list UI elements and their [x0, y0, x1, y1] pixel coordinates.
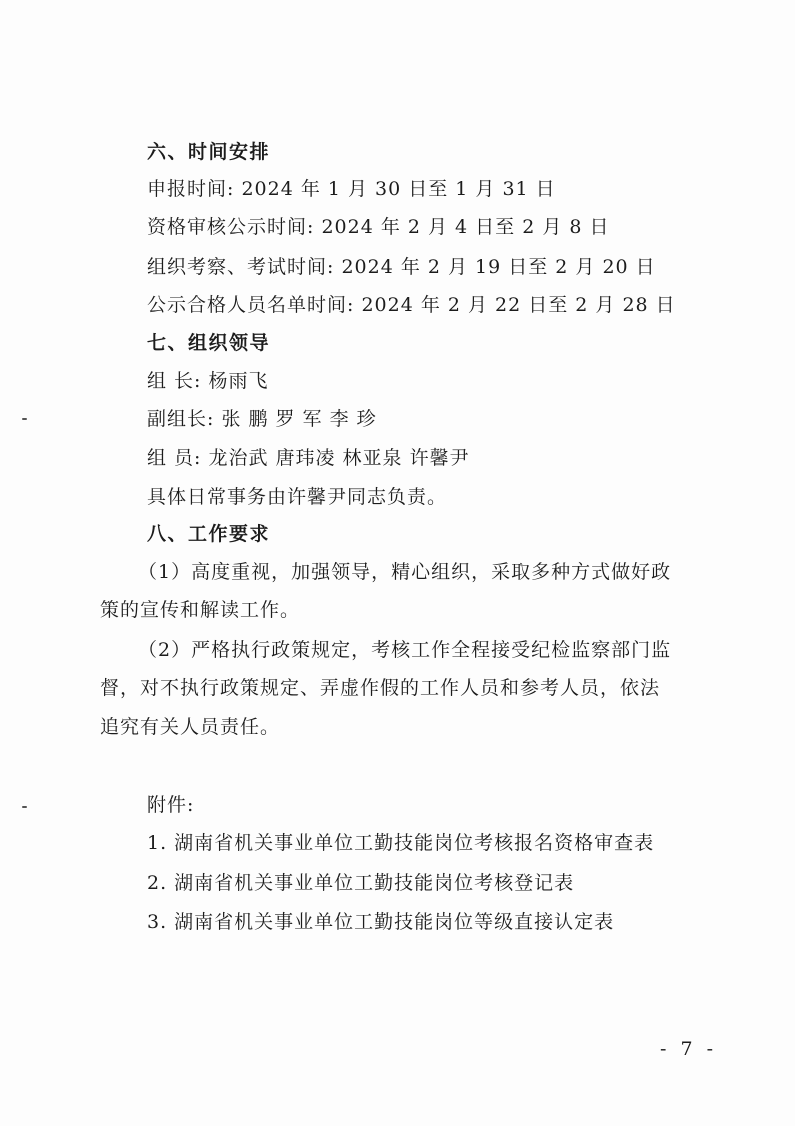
attachment-item-1: 1. 湖南省机关事业单位工勤技能岗位考核报名资格审查表	[147, 832, 655, 854]
requirement-2-line-2: 督，对不执行政策规定、弄虚作假的工作人员和参考人员，依法	[100, 677, 661, 699]
group-members-line: 组 员: 龙治武 唐玮凌 林亚泉 许馨尹	[147, 447, 470, 469]
requirement-2-line-3: 追究有关人员责任。	[100, 716, 281, 738]
daily-affairs-line: 具体日常事务由许馨尹同志负责。	[147, 486, 448, 508]
scan-mark	[22, 806, 27, 808]
requirement-1-line-2: 策的宣传和解读工作。	[100, 599, 301, 621]
attachment-item-2: 2. 湖南省机关事业单位工勤技能岗位考核登记表	[147, 872, 575, 894]
schedule-line-publication: 公示合格人员名单时间: 2024 年 2 月 22 日至 2 月 28 日	[147, 294, 676, 316]
group-leader-line: 组 长: 杨雨飞	[147, 370, 269, 392]
deputy-leader-line: 副组长: 张 鹏 罗 军 李 珍	[147, 408, 377, 430]
section-7-heading: 七、组织领导	[147, 332, 271, 354]
section-6-heading: 六、时间安排	[147, 141, 271, 163]
requirement-2-line-1: （2）严格执行政策规定，考核工作全程接受纪检监察部门监	[138, 639, 672, 661]
attachments-label: 附件:	[147, 794, 195, 816]
section-8-heading: 八、工作要求	[147, 523, 271, 545]
scan-mark	[22, 418, 27, 420]
schedule-line-application: 申报时间: 2024 年 1 月 30 日至 1 月 31 日	[147, 178, 556, 200]
page-number: - 7 -	[660, 1038, 718, 1060]
attachment-item-3: 3. 湖南省机关事业单位工勤技能岗位等级直接认定表	[147, 911, 615, 933]
schedule-line-qualification-review: 资格审核公示时间: 2024 年 2 月 4 日至 2 月 8 日	[147, 216, 610, 238]
requirement-1-line-1: （1）高度重视，加强领导，精心组织，采取多种方式做好政	[138, 561, 672, 583]
schedule-line-exam: 组织考察、考试时间: 2024 年 2 月 19 日至 2 月 20 日	[147, 256, 656, 278]
